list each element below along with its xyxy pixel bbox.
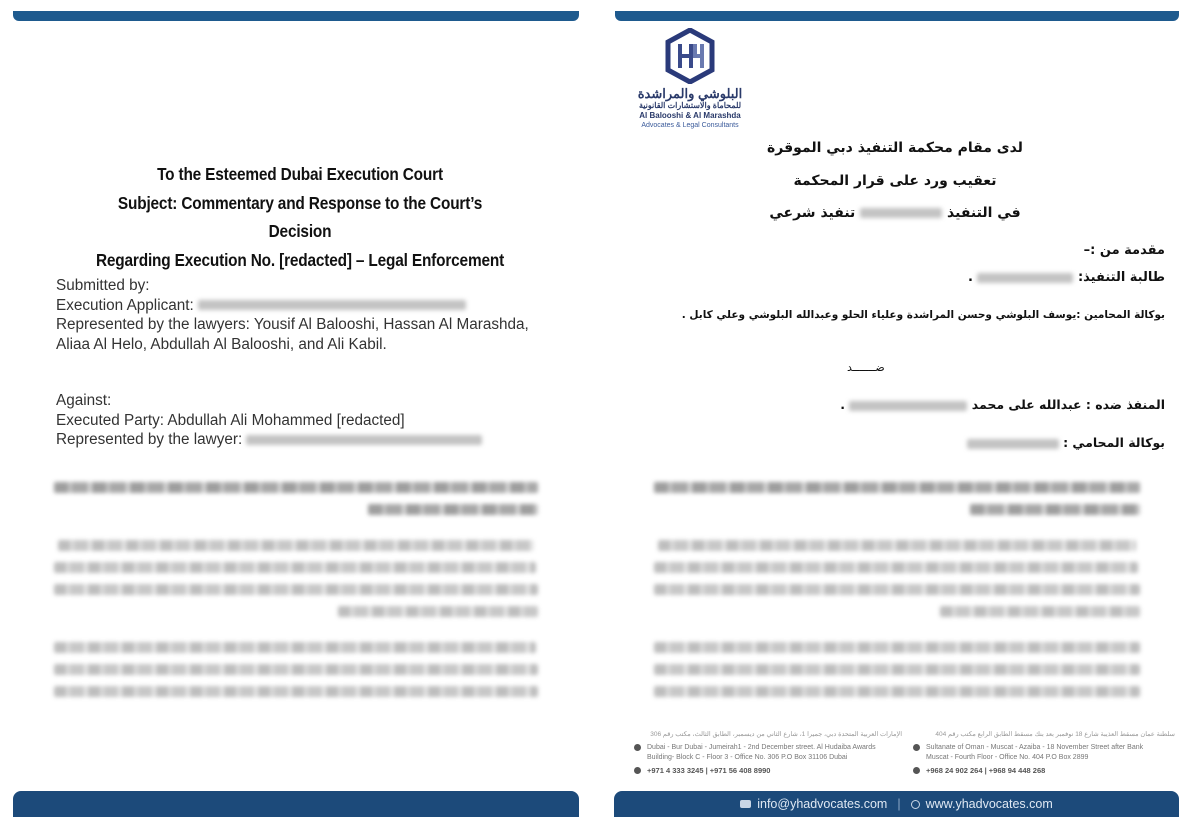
execution-number-redacted bbox=[860, 208, 942, 218]
arabic-versus: ضـــــــد bbox=[847, 361, 885, 374]
phone-icon bbox=[634, 767, 641, 774]
email-address: info@yhadvocates.com bbox=[757, 797, 888, 811]
lawyers-line-2: Aliaa Al Helo, Abdullah Al Balooshi, and Ali Kabil. bbox=[56, 335, 387, 353]
oman-phones: +968 24 902 264 | +968 94 448 268 bbox=[926, 766, 1046, 775]
submitted-by-section bbox=[56, 276, 556, 354]
arabic-applicant-line: طالبة التنفيذ: . bbox=[967, 270, 1165, 285]
logo-english-subtitle: Advocates & Legal Consultants bbox=[641, 122, 739, 129]
contact-footer-bar bbox=[614, 791, 1179, 817]
arabic-executed-party-redacted bbox=[849, 401, 967, 411]
applicant-label: Execution Applicant: bbox=[56, 296, 194, 314]
firm-logo bbox=[630, 28, 750, 130]
submitted-from-label: مقدمة من :– bbox=[1083, 243, 1165, 258]
oman-office-info bbox=[913, 730, 1175, 776]
oman-address-line-2: Muscat - Fourth Floor - Office No. 404 P.O Box 2899 bbox=[926, 754, 1089, 761]
opposing-lawyer-line bbox=[56, 430, 556, 450]
phone-icon bbox=[913, 767, 920, 774]
globe-icon bbox=[911, 800, 920, 809]
submitted-by-heading: Submitted by: bbox=[56, 277, 150, 294]
location-pin-icon bbox=[913, 744, 920, 751]
arabic-executed-party-label: المنفذ ضده : عبدالله على محمد bbox=[971, 397, 1165, 412]
oman-address-line-1: Sultanate of Oman - Muscat - Azaiba - 18 November Street after Bank bbox=[926, 744, 1144, 751]
website-url: www.yhadvocates.com bbox=[925, 797, 1053, 811]
against-section bbox=[56, 391, 556, 450]
dubai-office-info bbox=[634, 730, 902, 776]
hy-hexagon-logo-icon bbox=[665, 28, 715, 84]
logo-arabic-name: البلوشي والمراشدة bbox=[637, 86, 743, 101]
oman-arabic-address: سلطنة عمان مسقط العذيبة شارع 18 نوفمبر بعد بنك مسقط الطابق الرابع مكتب رقم 404 bbox=[935, 731, 1175, 738]
blurred-arabic-body-text bbox=[654, 482, 1140, 708]
arabic-applicant-redacted bbox=[977, 273, 1073, 283]
dubai-phones: +971 4 333 3245 | +971 56 408 8990 bbox=[647, 766, 771, 775]
lawyers-line-1: Represented by the lawyers: Yousif Al Balooshi, Hassan Al Marashda, bbox=[56, 316, 529, 333]
title-line-court: To the Esteemed Dubai Execution Court bbox=[157, 164, 443, 184]
title-line-execution: Regarding Execution No. [redacted] – Legal Enforcement bbox=[95, 249, 505, 270]
opposing-lawyer-label: Represented by the lawyer: bbox=[56, 431, 243, 448]
arabic-heading-execution: في التنفيذ تنفيذ شرعي bbox=[769, 205, 1021, 221]
header-bar bbox=[615, 11, 1179, 21]
separator: | bbox=[897, 797, 901, 811]
location-pin-icon bbox=[634, 744, 641, 751]
blurred-body-text bbox=[54, 482, 538, 708]
applicant-redacted bbox=[198, 300, 466, 310]
website-contact[interactable] bbox=[911, 797, 1053, 811]
dubai-address-line-1: Dubai - Bur Dubai - Jumeirah1 - 2nd December street. Al Hudaiba Awards bbox=[647, 744, 876, 751]
opposing-lawyer-redacted bbox=[246, 435, 482, 445]
arabic-lawyers-line: بوكالة المحامين :يوسف البلوشي وحسن المراشدة وعلياء الحلو وعبدالله البلوشي وعلي كابل . bbox=[681, 309, 1165, 321]
title-line-subject: Subject: Commentary and Response to the Court’s Decision bbox=[117, 192, 483, 241]
footer-bar bbox=[13, 791, 579, 817]
arabic-lawyer-label: بوكالة المحامي : bbox=[1063, 435, 1165, 450]
header-bar bbox=[13, 11, 579, 21]
arabic-lawyer-line bbox=[967, 435, 1165, 450]
arabic-heading-subject: تعقيب ورد على قرار المحكمة bbox=[793, 173, 997, 189]
applicant-line bbox=[56, 296, 556, 316]
logo-arabic-subtitle: للمحاماة والاستشارات القانونية bbox=[638, 101, 742, 110]
envelope-icon bbox=[740, 800, 751, 808]
dubai-arabic-address: الإمارات العربية المتحدة دبي، جميرا 1، شارع الثاني من ديسمبر، الطابق الثالث، مكتب رقم 306 bbox=[650, 731, 902, 738]
arabic-heading-court: لدى مقام محكمة التنفيذ دبي الموقرة bbox=[767, 140, 1023, 156]
against-heading: Against: bbox=[56, 392, 112, 409]
logo-english-name: Al Balooshi & Al Marashda bbox=[639, 111, 741, 120]
dubai-address-line-2: Building- Block C - Floor 3 - Office No. 306 P.O Box 31106 Dubai bbox=[647, 754, 848, 761]
document-title bbox=[60, 160, 540, 274]
email-contact[interactable] bbox=[740, 797, 887, 811]
arabic-applicant-label: طالبة التنفيذ: bbox=[1077, 270, 1165, 285]
arabic-original-page bbox=[600, 0, 1200, 826]
arabic-executed-party-line: المنفذ ضده : عبدالله على محمد . bbox=[840, 397, 1165, 412]
executed-party-line: Executed Party: Abdullah Ali Mohammed [redacted] bbox=[56, 411, 405, 429]
arabic-lawyer-redacted bbox=[967, 439, 1059, 449]
